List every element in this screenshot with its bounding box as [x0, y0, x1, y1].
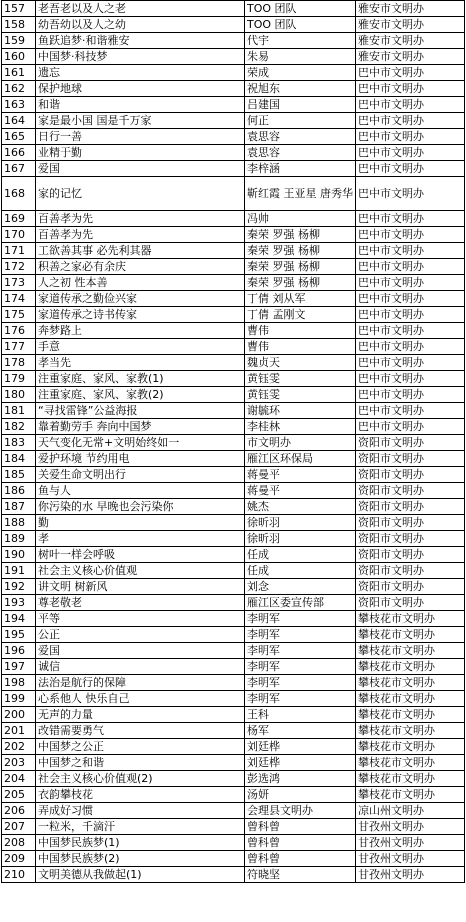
work-title-cell: 和谐	[36, 97, 245, 113]
row-number-cell: 167	[2, 161, 36, 177]
table-row	[2, 835, 465, 851]
row-number-cell: 160	[2, 49, 36, 65]
unit-cell: 巴中市文明办	[356, 323, 465, 339]
work-title-cell: 注重家庭、家风、家教(1)	[36, 371, 245, 387]
work-title-cell: 勤	[36, 515, 245, 531]
works-table-body	[2, 1, 465, 883]
work-title-cell: 家道传承之勤俭兴家	[36, 291, 245, 307]
work-title-cell: 天气变化无常+文明始终如一	[36, 435, 245, 451]
work-title-cell: 社会主义核心价值观(2)	[36, 771, 245, 787]
row-number-cell: 188	[2, 515, 36, 531]
row-number-cell: 207	[2, 819, 36, 835]
table-row	[2, 451, 465, 467]
work-title-cell: 奔梦路上	[36, 323, 245, 339]
work-title-cell: 中国梦之公正	[36, 739, 245, 755]
table-row	[2, 483, 465, 499]
work-title-cell: 中国梦·科技梦	[36, 49, 245, 65]
row-number-cell: 178	[2, 355, 36, 371]
table-row	[2, 307, 465, 323]
unit-cell: 巴中市文明办	[356, 243, 465, 259]
row-number-cell: 210	[2, 867, 36, 883]
work-title-cell: 衣韵攀枝花	[36, 787, 245, 803]
work-title-cell: 百善孝为先	[36, 227, 245, 243]
author-cell: TOO 团队	[245, 1, 356, 17]
unit-cell: 攀枝花市文明办	[356, 723, 465, 739]
table-row	[2, 65, 465, 81]
author-cell: 蒋曼平	[245, 483, 356, 499]
table-row	[2, 643, 465, 659]
author-cell: 袁思容	[245, 129, 356, 145]
works-table	[1, 0, 465, 883]
unit-cell: 巴中市文明办	[356, 129, 465, 145]
author-cell: 曾科曾	[245, 819, 356, 835]
author-cell: 吕建国	[245, 97, 356, 113]
row-number-cell: 174	[2, 291, 36, 307]
row-number-cell: 204	[2, 771, 36, 787]
work-title-cell: 社会主义核心价值观	[36, 563, 245, 579]
table-row	[2, 97, 465, 113]
row-number-cell: 202	[2, 739, 36, 755]
work-title-cell: 幼吾幼以及人之幼	[36, 17, 245, 33]
work-title-cell: 爱国	[36, 161, 245, 177]
row-number-cell: 208	[2, 835, 36, 851]
unit-cell: 巴中市文明办	[356, 419, 465, 435]
row-number-cell: 163	[2, 97, 36, 113]
unit-cell: 巴中市文明办	[356, 81, 465, 97]
author-cell: 祝旭东	[245, 81, 356, 97]
author-cell: 何正	[245, 113, 356, 129]
table-row	[2, 707, 465, 723]
work-title-cell: 中国梦民族梦(1)	[36, 835, 245, 851]
unit-cell: 甘孜州文明办	[356, 851, 465, 867]
row-number-cell: 199	[2, 691, 36, 707]
author-cell: 秦荣 罗强 杨柳	[245, 227, 356, 243]
unit-cell: 攀枝花市文明办	[356, 755, 465, 771]
row-number-cell: 185	[2, 467, 36, 483]
author-cell: 雁江区环保局	[245, 451, 356, 467]
author-cell: 秦荣 罗强 杨柳	[245, 243, 356, 259]
unit-cell: 巴中市文明办	[356, 387, 465, 403]
author-cell: 李明军	[245, 691, 356, 707]
author-cell: 会理县文明办	[245, 803, 356, 819]
unit-cell: 攀枝花市文明办	[356, 659, 465, 675]
author-cell: 黄钰雯	[245, 371, 356, 387]
work-title-cell: 人之初 性本善	[36, 275, 245, 291]
row-number-cell: 196	[2, 643, 36, 659]
row-number-cell: 168	[2, 177, 36, 211]
table-row	[2, 659, 465, 675]
author-cell: 袁思容	[245, 145, 356, 161]
table-row	[2, 787, 465, 803]
unit-cell: 巴中市文明办	[356, 339, 465, 355]
unit-cell: 资阳市文明办	[356, 451, 465, 467]
unit-cell: 巴中市文明办	[356, 355, 465, 371]
author-cell: 黄钰雯	[245, 387, 356, 403]
work-title-cell: 中国梦之和谐	[36, 755, 245, 771]
unit-cell: 巴中市文明办	[356, 97, 465, 113]
table-row	[2, 243, 465, 259]
table-row	[2, 531, 465, 547]
row-number-cell: 177	[2, 339, 36, 355]
work-title-cell: 爱护环境 节约用电	[36, 451, 245, 467]
unit-cell: 巴中市文明办	[356, 227, 465, 243]
table-row	[2, 419, 465, 435]
row-number-cell: 181	[2, 403, 36, 419]
table-row	[2, 851, 465, 867]
unit-cell: 巴中市文明办	[356, 403, 465, 419]
author-cell: 姚杰	[245, 499, 356, 515]
author-cell: 丁倩 刘从军	[245, 291, 356, 307]
unit-cell: 巴中市文明办	[356, 259, 465, 275]
work-title-cell: 关爱生命文明出行	[36, 467, 245, 483]
unit-cell: 资阳市文明办	[356, 499, 465, 515]
work-title-cell: 中国梦民族梦(2)	[36, 851, 245, 867]
table-row	[2, 515, 465, 531]
row-number-cell: 184	[2, 451, 36, 467]
unit-cell: 巴中市文明办	[356, 291, 465, 307]
row-number-cell: 183	[2, 435, 36, 451]
unit-cell: 攀枝花市文明办	[356, 739, 465, 755]
work-title-cell: “寻找雷锋”公益海报	[36, 403, 245, 419]
work-title-cell: 公正	[36, 627, 245, 643]
work-title-cell: 改错需要勇气	[36, 723, 245, 739]
row-number-cell: 195	[2, 627, 36, 643]
unit-cell: 资阳市文明办	[356, 531, 465, 547]
row-number-cell: 171	[2, 243, 36, 259]
work-title-cell: 诚信	[36, 659, 245, 675]
work-title-cell: 业精于勤	[36, 145, 245, 161]
row-number-cell: 170	[2, 227, 36, 243]
row-number-cell: 165	[2, 129, 36, 145]
author-cell: 任成	[245, 563, 356, 579]
row-number-cell: 193	[2, 595, 36, 611]
author-cell: 李桂林	[245, 419, 356, 435]
work-title-cell: 弄成好习惯	[36, 803, 245, 819]
unit-cell: 攀枝花市文明办	[356, 643, 465, 659]
table-row	[2, 819, 465, 835]
work-title-cell: 文明美德从我做起(1)	[36, 867, 245, 883]
author-cell: 李梓涵	[245, 161, 356, 177]
unit-cell: 雅安市文明办	[356, 49, 465, 65]
work-title-cell: 爱国	[36, 643, 245, 659]
table-row	[2, 627, 465, 643]
row-number-cell: 180	[2, 387, 36, 403]
work-title-cell: 百善孝为先	[36, 211, 245, 227]
unit-cell: 资阳市文明办	[356, 563, 465, 579]
author-cell: 丁倩 孟刚文	[245, 307, 356, 323]
work-title-cell: 鱼与人	[36, 483, 245, 499]
row-number-cell: 172	[2, 259, 36, 275]
unit-cell: 巴中市文明办	[356, 371, 465, 387]
unit-cell: 巴中市文明办	[356, 275, 465, 291]
author-cell: 朱易	[245, 49, 356, 65]
unit-cell: 巴中市文明办	[356, 177, 465, 211]
author-cell: 曾科曾	[245, 851, 356, 867]
table-row	[2, 259, 465, 275]
table-row	[2, 291, 465, 307]
work-title-cell: 树叶一样会呼吸	[36, 547, 245, 563]
unit-cell: 雅安市文明办	[356, 17, 465, 33]
work-title-cell: 遗忘	[36, 65, 245, 81]
author-cell: 刘念	[245, 579, 356, 595]
work-title-cell: 孝当先	[36, 355, 245, 371]
work-title-cell: 尊老敬老	[36, 595, 245, 611]
row-number-cell: 209	[2, 851, 36, 867]
unit-cell: 攀枝花市文明办	[356, 675, 465, 691]
unit-cell: 攀枝花市文明办	[356, 691, 465, 707]
author-cell: 秦荣 罗强 杨柳	[245, 259, 356, 275]
row-number-cell: 190	[2, 547, 36, 563]
work-title-cell: 孝	[36, 531, 245, 547]
work-title-cell: 家的记忆	[36, 177, 245, 211]
table-row	[2, 275, 465, 291]
unit-cell: 攀枝花市文明办	[356, 787, 465, 803]
table-row	[2, 595, 465, 611]
unit-cell: 资阳市文明办	[356, 595, 465, 611]
table-row	[2, 81, 465, 97]
table-row	[2, 467, 465, 483]
author-cell: 李明军	[245, 643, 356, 659]
author-cell: 王科	[245, 707, 356, 723]
work-title-cell: 靠着勤劳手 奔向中国梦	[36, 419, 245, 435]
row-number-cell: 176	[2, 323, 36, 339]
row-number-cell: 191	[2, 563, 36, 579]
work-title-cell: 家是最小国 国是千万家	[36, 113, 245, 129]
table-row	[2, 563, 465, 579]
table-row	[2, 161, 465, 177]
row-number-cell: 198	[2, 675, 36, 691]
table-row	[2, 371, 465, 387]
unit-cell: 资阳市文明办	[356, 483, 465, 499]
row-number-cell: 182	[2, 419, 36, 435]
author-cell: 靳红霞 王亚星 唐秀华	[245, 177, 356, 211]
author-cell: 市文明办	[245, 435, 356, 451]
author-cell: 雁江区委宣传部	[245, 595, 356, 611]
unit-cell: 巴中市文明办	[356, 65, 465, 81]
row-number-cell: 197	[2, 659, 36, 675]
unit-cell: 巴中市文明办	[356, 113, 465, 129]
author-cell: 冯帅	[245, 211, 356, 227]
unit-cell: 凉山州文明办	[356, 803, 465, 819]
unit-cell: 资阳市文明办	[356, 547, 465, 563]
row-number-cell: 161	[2, 65, 36, 81]
table-row	[2, 387, 465, 403]
row-number-cell: 179	[2, 371, 36, 387]
author-cell: 任成	[245, 547, 356, 563]
table-row	[2, 691, 465, 707]
row-number-cell: 158	[2, 17, 36, 33]
work-title-cell: 手意	[36, 339, 245, 355]
author-cell: 符晓坚	[245, 867, 356, 883]
author-cell: 魏贞天	[245, 355, 356, 371]
table-row	[2, 739, 465, 755]
author-cell: 曾科曾	[245, 835, 356, 851]
work-title-cell: 一粒米，千滴汗	[36, 819, 245, 835]
author-cell: 汤妍	[245, 787, 356, 803]
author-cell: 荣成	[245, 65, 356, 81]
table-row	[2, 771, 465, 787]
unit-cell: 巴中市文明办	[356, 307, 465, 323]
work-title-cell: 你污染的水 早晚也会污染你	[36, 499, 245, 515]
row-number-cell: 175	[2, 307, 36, 323]
work-title-cell: 无声的力量	[36, 707, 245, 723]
work-title-cell: 保护地球	[36, 81, 245, 97]
unit-cell: 巴中市文明办	[356, 211, 465, 227]
author-cell: 刘廷桦	[245, 739, 356, 755]
author-cell: 秦荣 罗强 杨柳	[245, 275, 356, 291]
table-row	[2, 675, 465, 691]
work-title-cell: 法治是航行的保障	[36, 675, 245, 691]
work-title-cell: 积善之家必有余庆	[36, 259, 245, 275]
table-row	[2, 755, 465, 771]
table-row	[2, 211, 465, 227]
row-number-cell: 205	[2, 787, 36, 803]
author-cell: 刘廷桦	[245, 755, 356, 771]
row-number-cell: 169	[2, 211, 36, 227]
author-cell: 曹伟	[245, 339, 356, 355]
author-cell: 彭选鸿	[245, 771, 356, 787]
row-number-cell: 157	[2, 1, 36, 17]
row-number-cell: 186	[2, 483, 36, 499]
table-row	[2, 339, 465, 355]
unit-cell: 资阳市文明办	[356, 579, 465, 595]
unit-cell: 雅安市文明办	[356, 33, 465, 49]
unit-cell: 甘孜州文明办	[356, 867, 465, 883]
table-row	[2, 579, 465, 595]
unit-cell: 攀枝花市文明办	[356, 771, 465, 787]
author-cell: 徐昕羽	[245, 531, 356, 547]
unit-cell: 资阳市文明办	[356, 435, 465, 451]
unit-cell: 雅安市文明办	[356, 1, 465, 17]
unit-cell: 甘孜州文明办	[356, 835, 465, 851]
table-row	[2, 355, 465, 371]
row-number-cell: 200	[2, 707, 36, 723]
row-number-cell: 187	[2, 499, 36, 515]
author-cell: 李明军	[245, 611, 356, 627]
work-title-cell: 老吾老以及人之老	[36, 1, 245, 17]
table-row	[2, 129, 465, 145]
table-row	[2, 1, 465, 17]
work-title-cell: 平等	[36, 611, 245, 627]
work-title-cell: 家道传承之诗书传家	[36, 307, 245, 323]
work-title-cell: 鱼跃追梦·和谐雅安	[36, 33, 245, 49]
author-cell: 李明军	[245, 659, 356, 675]
table-row	[2, 227, 465, 243]
table-row	[2, 547, 465, 563]
table-row	[2, 323, 465, 339]
row-number-cell: 201	[2, 723, 36, 739]
row-number-cell: 192	[2, 579, 36, 595]
table-row	[2, 803, 465, 819]
author-cell: 代宇	[245, 33, 356, 49]
unit-cell: 甘孜州文明办	[356, 819, 465, 835]
row-number-cell: 173	[2, 275, 36, 291]
table-row	[2, 177, 465, 211]
work-title-cell: 日行一善	[36, 129, 245, 145]
author-cell: 蒋曼平	[245, 467, 356, 483]
table-row	[2, 17, 465, 33]
row-number-cell: 194	[2, 611, 36, 627]
unit-cell: 攀枝花市文明办	[356, 627, 465, 643]
table-row	[2, 499, 465, 515]
author-cell: 曹伟	[245, 323, 356, 339]
table-row	[2, 435, 465, 451]
table-row	[2, 867, 465, 883]
table-row	[2, 611, 465, 627]
table-row	[2, 113, 465, 129]
table-row	[2, 403, 465, 419]
row-number-cell: 189	[2, 531, 36, 547]
row-number-cell: 166	[2, 145, 36, 161]
row-number-cell: 206	[2, 803, 36, 819]
row-number-cell: 203	[2, 755, 36, 771]
row-number-cell: 159	[2, 33, 36, 49]
author-cell: 李明军	[245, 627, 356, 643]
work-title-cell: 讲文明 树新风	[36, 579, 245, 595]
table-row	[2, 723, 465, 739]
row-number-cell: 164	[2, 113, 36, 129]
unit-cell: 巴中市文明办	[356, 145, 465, 161]
table-row	[2, 145, 465, 161]
work-title-cell: 注重家庭、家风、家教(2)	[36, 387, 245, 403]
author-cell: 李明军	[245, 675, 356, 691]
unit-cell: 资阳市文明办	[356, 467, 465, 483]
author-cell: TOO 团队	[245, 17, 356, 33]
table-row	[2, 49, 465, 65]
work-title-cell: 心系他人 快乐自己	[36, 691, 245, 707]
table-row	[2, 33, 465, 49]
author-cell: 杨军	[245, 723, 356, 739]
unit-cell: 资阳市文明办	[356, 515, 465, 531]
row-number-cell: 162	[2, 81, 36, 97]
unit-cell: 攀枝花市文明办	[356, 707, 465, 723]
author-cell: 徐昕羽	[245, 515, 356, 531]
unit-cell: 巴中市文明办	[356, 161, 465, 177]
unit-cell: 攀枝花市文明办	[356, 611, 465, 627]
author-cell: 谢毓环	[245, 403, 356, 419]
work-title-cell: 工欲善其事 必先利其器	[36, 243, 245, 259]
